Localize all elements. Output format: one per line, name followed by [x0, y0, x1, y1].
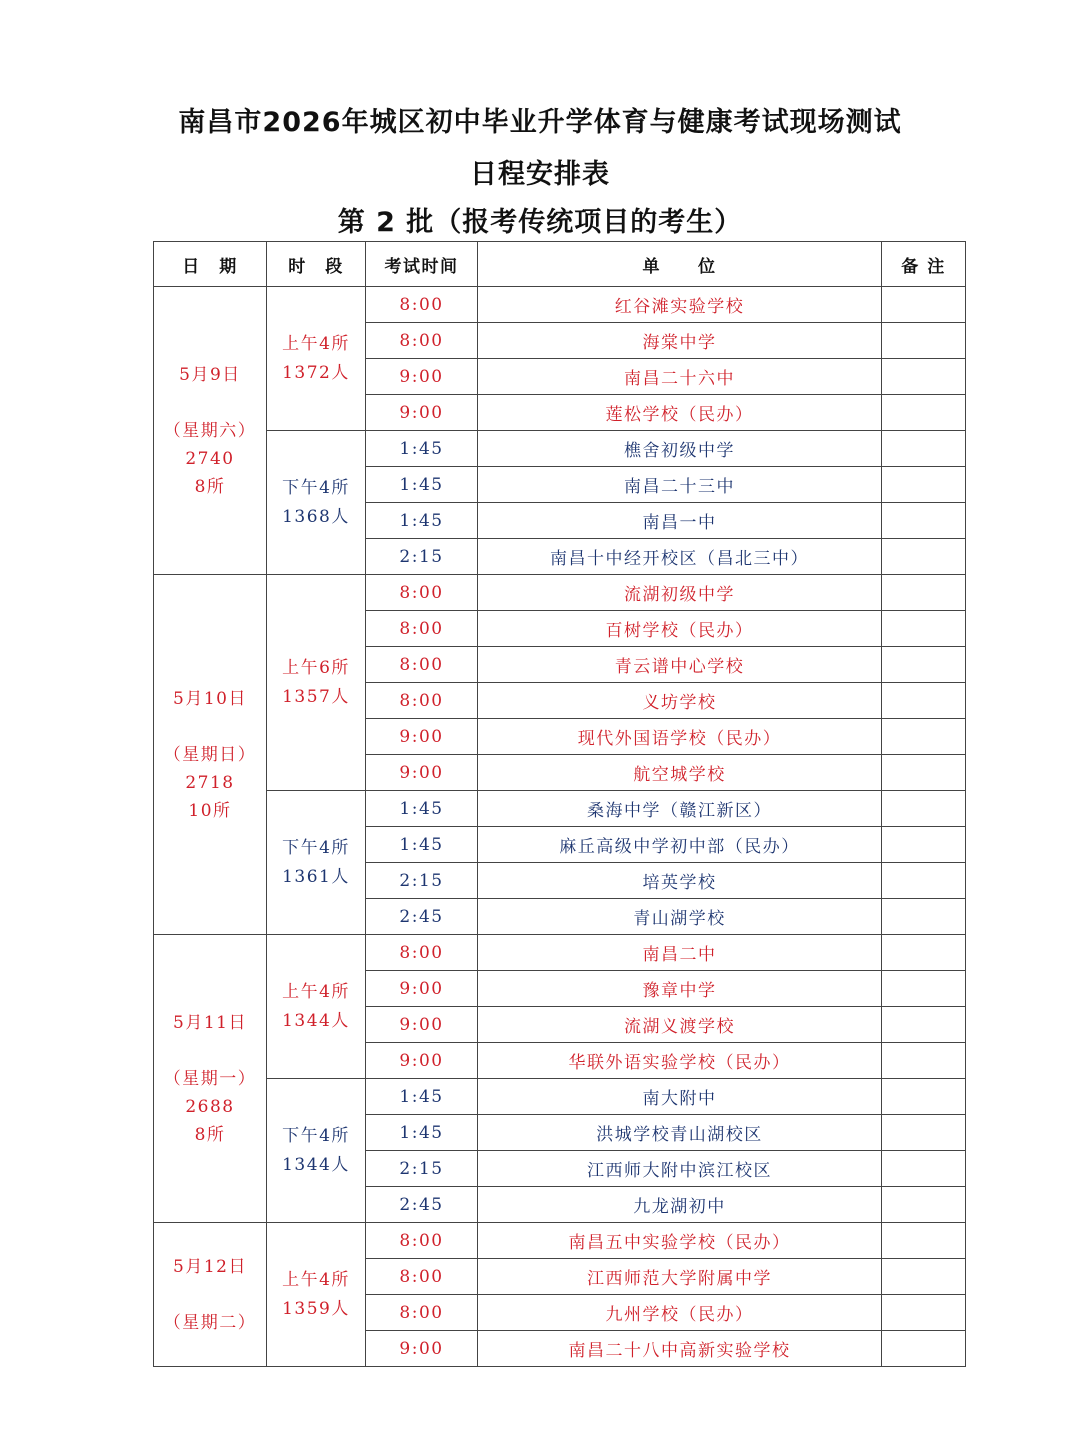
- weekday-label: （星期六）: [163, 420, 257, 441]
- date-cell: [154, 1223, 267, 1367]
- period-count: 1372人: [282, 362, 350, 383]
- school-name: 南大附中: [478, 1079, 882, 1115]
- school-name: 南昌二十三中: [478, 467, 882, 503]
- period-count: 1344人: [282, 1154, 350, 1175]
- batch-title: 第 2 批（报考传统项目的考生）: [337, 207, 743, 238]
- exam-time: 2:45: [366, 899, 478, 935]
- school-name: 义坊学校: [478, 683, 882, 719]
- school-name: 海棠中学: [478, 323, 882, 359]
- weekday-label: （星期一）: [163, 1068, 257, 1089]
- header-period: 时 段: [267, 242, 366, 287]
- note-cell: [882, 539, 966, 575]
- exam-time: 9:00: [366, 1331, 478, 1367]
- period-label: 下午4所: [282, 477, 350, 498]
- exam-time: 9:00: [366, 1007, 478, 1043]
- day-total: 2740: [185, 448, 235, 469]
- date-label: 5月11日: [173, 1012, 247, 1033]
- day-school-count: 8所: [194, 476, 226, 497]
- period-cell: [267, 1079, 366, 1223]
- header-row: [154, 242, 966, 287]
- period-cell: [267, 575, 366, 791]
- school-name: 南昌二十八中高新实验学校: [478, 1331, 882, 1367]
- school-name: 南昌二十六中: [478, 359, 882, 395]
- period-cell: [267, 935, 366, 1079]
- date-label: 5月10日: [173, 688, 247, 709]
- school-name: 现代外国语学校（民办）: [478, 719, 882, 755]
- period-label: 下午4所: [282, 1125, 350, 1146]
- note-cell: [882, 827, 966, 863]
- school-name: 南昌一中: [478, 503, 882, 539]
- date-label: 5月12日: [173, 1256, 247, 1277]
- note-cell: [882, 683, 966, 719]
- note-cell: [882, 287, 966, 323]
- header-date: 日 期: [154, 242, 267, 287]
- school-name: 樵舍初级中学: [478, 431, 882, 467]
- note-cell: [882, 971, 966, 1007]
- note-cell: [882, 899, 966, 935]
- period-cell: [267, 1223, 366, 1367]
- weekday-label: （星期日）: [163, 744, 257, 765]
- exam-time: 8:00: [366, 575, 478, 611]
- school-name: 麻丘高级中学初中部（民办）: [478, 827, 882, 863]
- period-count: 1361人: [282, 866, 350, 887]
- note-cell: [882, 1295, 966, 1331]
- table-row: [154, 1223, 966, 1259]
- exam-time: 8:00: [366, 1295, 478, 1331]
- day-total: 2718: [185, 772, 235, 793]
- school-name: 南昌二中: [478, 935, 882, 971]
- period-label: 上午4所: [282, 1269, 350, 1290]
- table-row: [154, 935, 966, 971]
- date-cell: [154, 935, 267, 1223]
- table-row: [154, 431, 966, 467]
- table-row: [154, 575, 966, 611]
- exam-time: 9:00: [366, 755, 478, 791]
- period-cell: [267, 431, 366, 575]
- date-cell: [154, 287, 267, 575]
- note-cell: [882, 791, 966, 827]
- exam-time: 9:00: [366, 971, 478, 1007]
- exam-time: 9:00: [366, 359, 478, 395]
- exam-time: 8:00: [366, 1223, 478, 1259]
- note-cell: [882, 395, 966, 431]
- exam-time: 1:45: [366, 431, 478, 467]
- period-label: 下午4所: [282, 837, 350, 858]
- note-cell: [882, 575, 966, 611]
- title-line-2: 日程安排表: [470, 159, 610, 190]
- school-name: 桑海中学（赣江新区）: [478, 791, 882, 827]
- school-name: 江西师大附中滨江校区: [478, 1151, 882, 1187]
- exam-time: 8:00: [366, 647, 478, 683]
- exam-time: 1:45: [366, 1079, 478, 1115]
- note-cell: [882, 1259, 966, 1295]
- note-cell: [882, 1223, 966, 1259]
- table-row: [154, 791, 966, 827]
- title-line-1: 南昌市2026年城区初中毕业升学体育与健康考试现场测试: [178, 107, 902, 138]
- note-cell: [882, 1079, 966, 1115]
- note-cell: [882, 719, 966, 755]
- table-row: [154, 287, 966, 323]
- exam-time: 9:00: [366, 395, 478, 431]
- table-row: [154, 1079, 966, 1115]
- exam-time: 8:00: [366, 1259, 478, 1295]
- school-name: 莲松学校（民办）: [478, 395, 882, 431]
- note-cell: [882, 647, 966, 683]
- period-cell: [267, 287, 366, 431]
- school-name: 九州学校（民办）: [478, 1295, 882, 1331]
- school-name: 江西师范大学附属中学: [478, 1259, 882, 1295]
- school-name: 流湖初级中学: [478, 575, 882, 611]
- exam-time: 1:45: [366, 467, 478, 503]
- period-count: 1344人: [282, 1010, 350, 1031]
- note-cell: [882, 467, 966, 503]
- day-school-count: 10所: [188, 800, 232, 821]
- note-cell: [882, 1043, 966, 1079]
- exam-time: 1:45: [366, 791, 478, 827]
- header-unit: 单 位: [478, 242, 882, 287]
- note-cell: [882, 503, 966, 539]
- school-name: 青云谱中心学校: [478, 647, 882, 683]
- school-name: 流湖义渡学校: [478, 1007, 882, 1043]
- exam-time: 2:15: [366, 1151, 478, 1187]
- school-name: 九龙湖初中: [478, 1187, 882, 1223]
- school-name: 红谷滩实验学校: [478, 287, 882, 323]
- exam-time: 2:45: [366, 1187, 478, 1223]
- period-label: 上午6所: [282, 657, 350, 678]
- school-name: 青山湖学校: [478, 899, 882, 935]
- date-label: 5月9日: [179, 364, 241, 385]
- exam-time: 9:00: [366, 1043, 478, 1079]
- exam-time: 8:00: [366, 683, 478, 719]
- note-cell: [882, 1151, 966, 1187]
- weekday-label: （星期二）: [163, 1312, 257, 1333]
- school-name: 华联外语实验学校（民办）: [478, 1043, 882, 1079]
- note-cell: [882, 1007, 966, 1043]
- exam-time: 8:00: [366, 287, 478, 323]
- day-total: 2688: [185, 1096, 235, 1117]
- school-name: 百树学校（民办）: [478, 611, 882, 647]
- school-name: 南昌十中经开校区（昌北三中）: [478, 539, 882, 575]
- exam-time: 2:15: [366, 539, 478, 575]
- note-cell: [882, 863, 966, 899]
- note-cell: [882, 611, 966, 647]
- note-cell: [882, 935, 966, 971]
- exam-time: 8:00: [366, 935, 478, 971]
- note-cell: [882, 323, 966, 359]
- school-name: 航空城学校: [478, 755, 882, 791]
- note-cell: [882, 431, 966, 467]
- schedule-table: [153, 241, 966, 1367]
- schedule-body: [154, 287, 966, 1367]
- period-count: 1357人: [282, 686, 350, 707]
- school-name: 南昌五中实验学校（民办）: [478, 1223, 882, 1259]
- exam-time: 1:45: [366, 503, 478, 539]
- exam-time: 8:00: [366, 323, 478, 359]
- date-cell: [154, 575, 267, 935]
- note-cell: [882, 1115, 966, 1151]
- school-name: 培英学校: [478, 863, 882, 899]
- period-count: 1368人: [282, 506, 350, 527]
- header-time: 考试时间: [366, 242, 478, 287]
- day-school-count: 8所: [194, 1124, 226, 1145]
- exam-time: 8:00: [366, 611, 478, 647]
- note-cell: [882, 1187, 966, 1223]
- exam-time: 1:45: [366, 1115, 478, 1151]
- school-name: 豫章中学: [478, 971, 882, 1007]
- header-note: 备 注: [882, 242, 966, 287]
- exam-time: 2:15: [366, 863, 478, 899]
- period-label: 上午4所: [282, 981, 350, 1002]
- school-name: 洪城学校青山湖校区: [478, 1115, 882, 1151]
- exam-time: 9:00: [366, 719, 478, 755]
- period-count: 1359人: [282, 1298, 350, 1319]
- note-cell: [882, 359, 966, 395]
- exam-time: 1:45: [366, 827, 478, 863]
- note-cell: [882, 1331, 966, 1367]
- period-label: 上午4所: [282, 333, 350, 354]
- note-cell: [882, 755, 966, 791]
- period-cell: [267, 791, 366, 935]
